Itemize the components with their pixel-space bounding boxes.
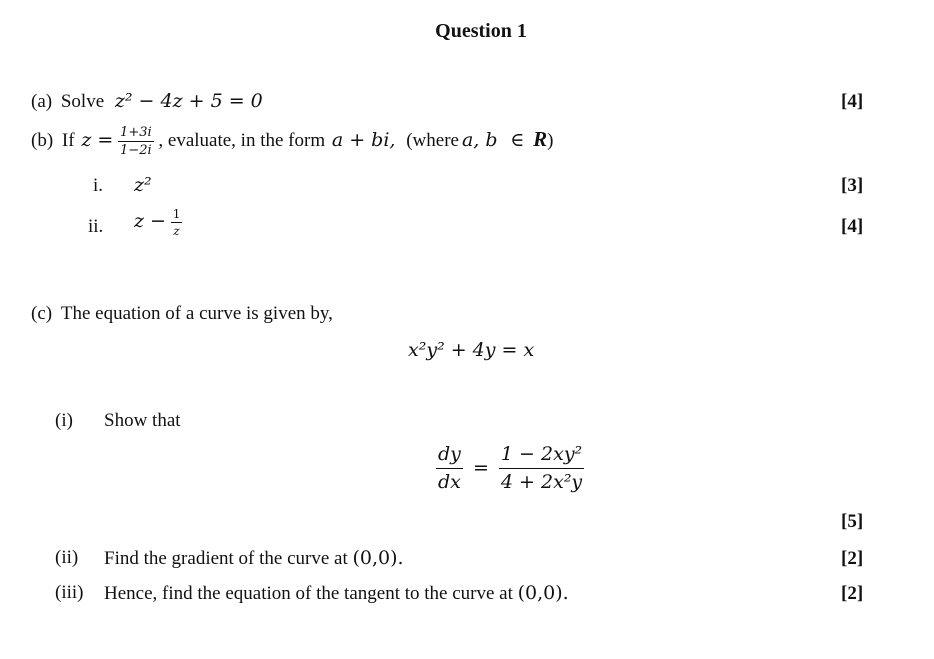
part-c-iii-marks: [2] — [841, 583, 864, 604]
page-title: Question 1 — [435, 20, 527, 42]
part-c-i-text: Show that — [104, 410, 181, 431]
part-b-where-close: ) — [547, 129, 554, 151]
part-b-i-expr: z² — [134, 174, 152, 196]
part-c-ii-point: (0,0). — [352, 547, 404, 569]
part-b-ii-label: ii. — [88, 216, 104, 237]
part-a-label: (a) — [31, 91, 53, 112]
part-c-i-label: (i) — [55, 410, 73, 431]
part-b-ii-frac-denominator: z — [173, 224, 180, 238]
part-a-equation: z² − 4z + 5 = 0 — [114, 90, 263, 112]
part-a-line — [31, 90, 263, 113]
part-c-iii-line — [104, 582, 569, 605]
part-b-label: (b) — [31, 129, 54, 151]
part-c-ii-line — [104, 547, 404, 570]
part-a-marks: [4] — [841, 91, 864, 112]
derivative-rhs-fraction — [499, 445, 584, 492]
part-c-iii-point: (0,0). — [517, 582, 569, 604]
part-b-i-label: i. — [93, 175, 104, 196]
part-b-ii-marks: [4] — [841, 216, 864, 237]
part-b-i-marks: [3] — [841, 175, 864, 196]
dx-denominator: dx — [438, 471, 461, 493]
real-numbers-symbol: R — [533, 126, 548, 151]
curve-equation: x²y² + 4y = x — [408, 339, 535, 361]
part-b-where-vars: a, b — [461, 128, 498, 151]
part-b-ii-expr-lhs: z − — [134, 209, 166, 232]
part-b-line — [31, 126, 553, 157]
element-of-symbol: ∈ — [510, 128, 525, 151]
part-b-where-open: (where — [406, 129, 459, 151]
part-c-line — [31, 303, 333, 325]
part-b-ii-expr — [134, 208, 182, 237]
dy-dx-fraction — [436, 445, 463, 492]
part-c-ii-marks: [2] — [841, 548, 864, 569]
part-c-ii-label: (ii) — [55, 547, 79, 568]
part-c-ii-text: Find the gradient of the curve at — [104, 548, 348, 569]
part-b-ii-frac-numerator: 1 — [172, 207, 181, 221]
dy-numerator: dy — [436, 445, 463, 469]
part-b-evaluate-text: , evaluate, in the form — [158, 129, 326, 151]
rhs-denominator: 4 + 2x²y — [500, 471, 583, 493]
derivative-equation — [436, 445, 584, 492]
part-b-if-text: If — [61, 129, 75, 151]
part-b-frac-numerator: 1+3i — [120, 125, 152, 140]
part-c-i-marks: [5] — [841, 511, 864, 532]
part-c-text: The equation of a curve is given by, — [60, 303, 333, 324]
part-a-text: Solve — [60, 91, 105, 112]
part-b-ii-fraction — [171, 208, 183, 237]
equals-sign: = — [472, 456, 489, 479]
part-b-frac-denominator: 1−2i — [120, 143, 152, 158]
part-b-z-fraction — [118, 126, 154, 157]
part-c-iii-label: (iii) — [55, 582, 84, 603]
part-c-iii-text: Hence, find the equation of the tangent to the curve at — [104, 583, 513, 604]
part-b-z-def: z = — [81, 128, 114, 151]
part-b-form: a + bi, — [331, 128, 396, 151]
rhs-numerator: 1 − 2xy² — [499, 445, 584, 469]
part-c-label: (c) — [31, 303, 53, 324]
